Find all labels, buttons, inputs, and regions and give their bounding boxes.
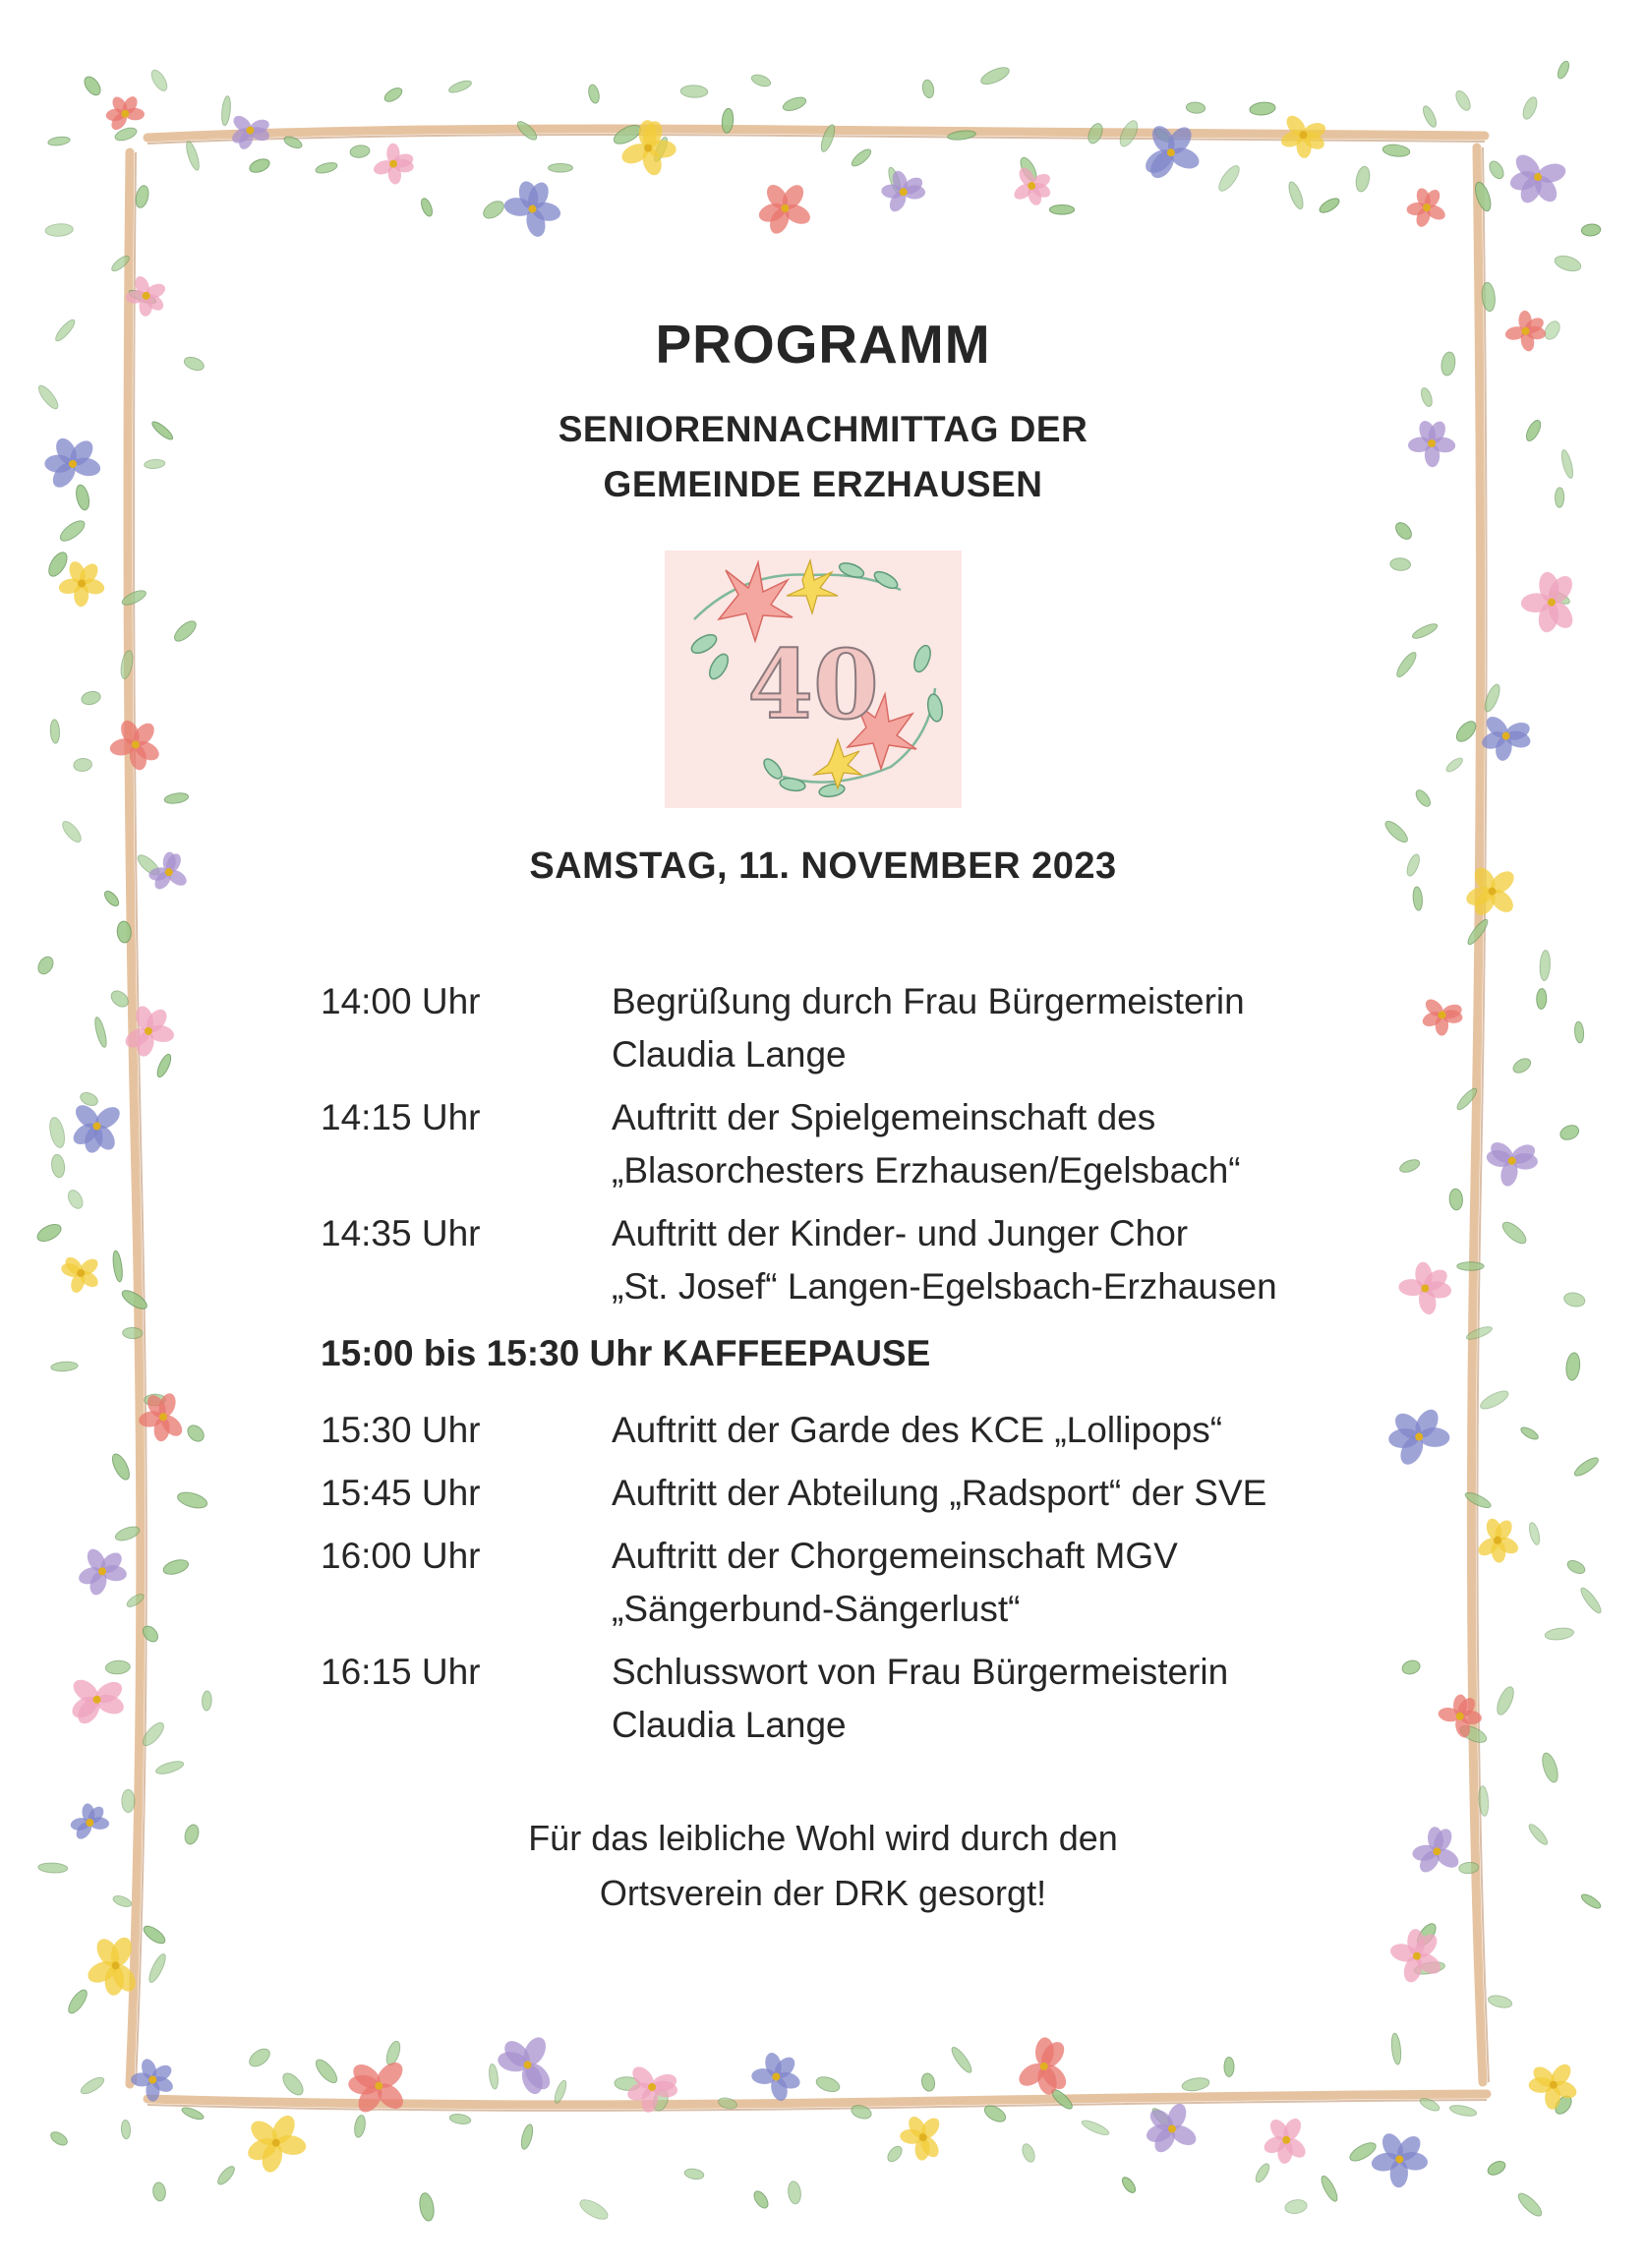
schedule-row (321, 1530, 1363, 1636)
schedule-activity (612, 1467, 1363, 1520)
footer-line-2: Ortsverein der DRK gesorgt! (599, 1873, 1047, 1913)
schedule-time: 14:15 Uhr (321, 1097, 481, 1137)
activity-line-1: Auftritt der Abteilung „Radsport“ der SVE (612, 1473, 1267, 1513)
schedule-row (321, 1646, 1363, 1752)
schedule-row (321, 1091, 1363, 1197)
schedule-row (321, 1467, 1363, 1520)
activity-line-2: „Blasorchesters Erzhausen/Egelsbach“ (612, 1150, 1241, 1191)
schedule-time: 16:15 Uhr (321, 1652, 481, 1692)
activity-line-1: Auftritt der Kinder- und Junger Chor (612, 1213, 1189, 1253)
activity-line-2: Claudia Lange (612, 1705, 847, 1745)
footer-line-1: Für das leibliche Wohl wird durch den (528, 1818, 1118, 1858)
schedule-time: 14:35 Uhr (321, 1213, 481, 1253)
footer-note (0, 1811, 1646, 1921)
schedule-activity (612, 1207, 1363, 1313)
activity-line-2: Claudia Lange (612, 1034, 847, 1075)
schedule-time: 14:00 Uhr (321, 981, 481, 1021)
activity-line-1: Schlusswort von Frau Bürgermeisterin (612, 1652, 1229, 1692)
subtitle-line-1: SENIORENNACHMITTAG DER (558, 409, 1088, 449)
coffee-break: 15:00 bis 15:30 Uhr KAFFEEPAUSE (321, 1333, 931, 1373)
activity-line-1: Auftritt der Spielgemeinschaft des (612, 1097, 1156, 1137)
schedule-row (321, 1404, 1363, 1457)
schedule-time: 15:45 Uhr (321, 1473, 481, 1513)
schedule-activity (612, 975, 1363, 1081)
schedule-row (321, 975, 1363, 1081)
activity-line-2: „Sängerbund-Sängerlust“ (612, 1589, 1021, 1629)
schedule-activity (612, 1404, 1363, 1457)
schedule-activity (612, 1530, 1363, 1636)
logo-number: 40 (747, 629, 879, 740)
page-title: PROGRAMM (655, 314, 991, 375)
subtitle-line-2: GEMEINDE ERZHAUSEN (603, 464, 1043, 504)
activity-line-1: Begrüßung durch Frau Bürgermeisterin (612, 981, 1245, 1021)
schedule-time: 15:30 Uhr (321, 1410, 481, 1450)
event-date: SAMSTAG, 11. NOVEMBER 2023 (529, 845, 1117, 887)
schedule-row (321, 1207, 1363, 1313)
schedule-time: 16:00 Uhr (321, 1536, 481, 1576)
schedule (321, 975, 1363, 1762)
activity-line-1: Auftritt der Garde des KCE „Lollipops“ (612, 1410, 1223, 1450)
schedule-activity (612, 1091, 1363, 1197)
schedule-activity (612, 1646, 1363, 1752)
anniversary-40-logo (665, 551, 962, 808)
activity-line-1: Auftritt der Chorgemeinschaft MGV (612, 1536, 1178, 1576)
activity-line-2: „St. Josef“ Langen-Egelsbach-Erzhausen (612, 1266, 1277, 1307)
